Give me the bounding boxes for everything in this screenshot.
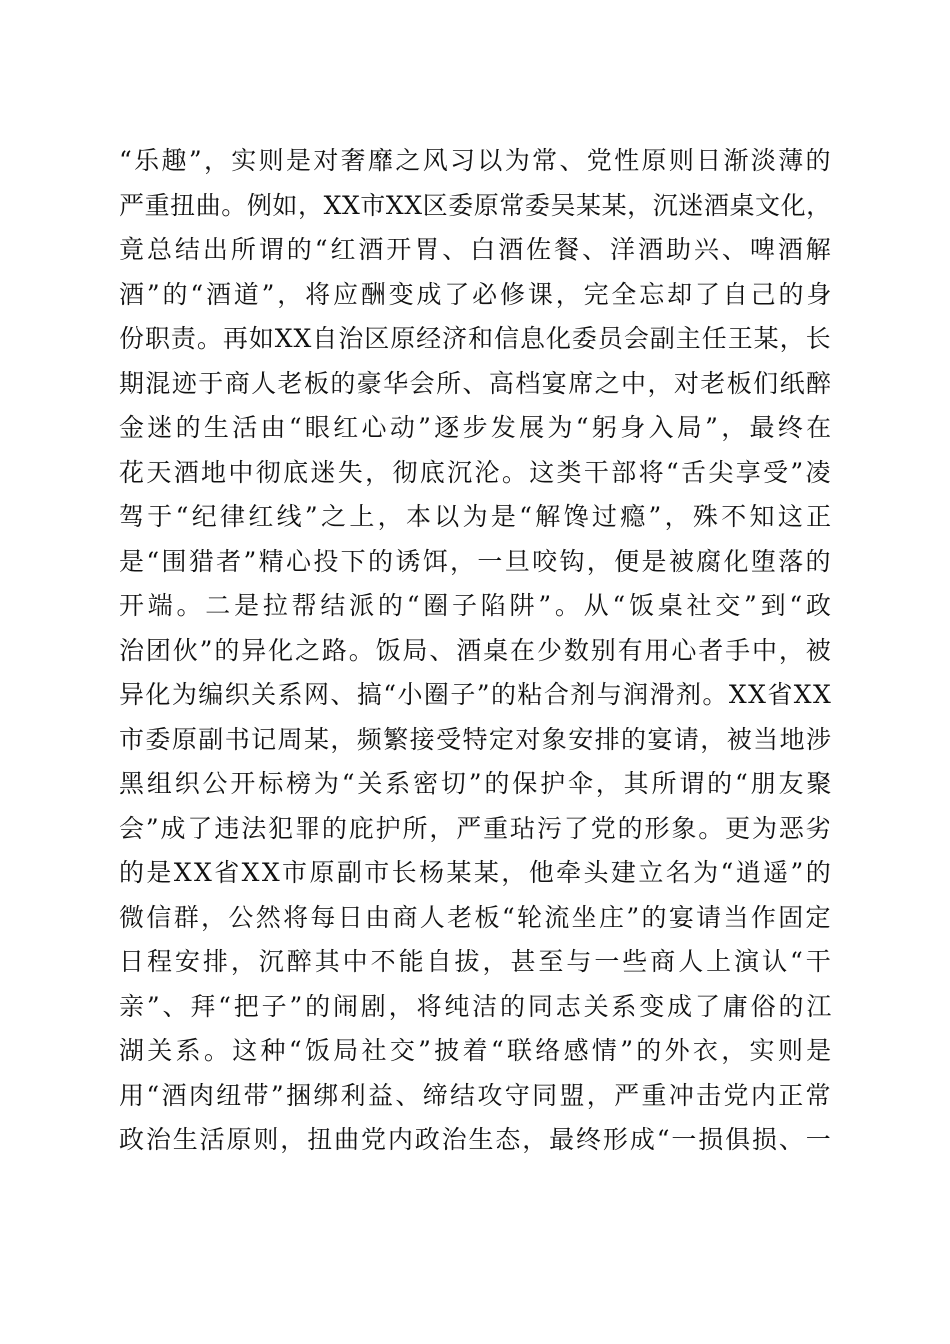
text-line: 湖关系。这种“饭局社交”披着“联络感情”的外衣，实则是 [119,1036,835,1065]
text-line: 会”成了违法犯罪的庇护所，严重玷污了党的形象。更为恶劣 [119,813,833,843]
text-line: 驾于“纪律红线”之上，本以为是“解馋过瘾”，殊不知这正 [119,502,835,531]
text-line: 开端。二是拉帮结派的“圈子陷阱”。从“饭桌社交”到“政 [119,591,835,620]
text-line: 异化为编织关系网、搞“小圈子”的粘合剂与润滑剂。XX省XX [119,680,833,709]
text-line: 市委原副书记周某，频繁接受特定对象安排的宴请，被当地涉 [119,724,833,754]
text-line: 微信群，公然将每日由商人老板“轮流坐庄”的宴请当作固定 [119,902,833,932]
text-line: 用“酒肉纽带”捆绑利益、缔结攻守同盟，严重冲击党内正常 [119,1080,833,1110]
text-line: 政治生活原则，扭曲党内政治生态，最终形成“一损俱损、一 [119,1125,833,1154]
text-line: 的是XX省XX市原副市长杨某某，他牵头建立名为“逍遥”的 [119,858,834,887]
text-line: 黑组织公开标榜为“关系密切”的保护伞，其所谓的“朋友聚 [119,769,835,798]
text-line: 亲”、拜“把子”的闹剧，将纯洁的同志关系变成了庸俗的江 [119,991,835,1021]
text-line: 治团伙”的异化之路。饭局、酒桌在少数别有用心者手中，被 [119,635,833,665]
text-line: 竟总结出所谓的“红酒开胃、白酒佐餐、洋酒助兴、啤酒解 [119,235,834,264]
text-line: 是“围猎者”精心投下的诱饵，一旦咬钩，便是被腐化堕落的 [119,546,833,576]
text-line: 期混迹于商人老板的豪华会所、高档宴席之中，对老板们纸醉 [119,368,833,398]
text-line: “乐趣”，实则是对奢靡之风习以为常、党性原则日渐淡薄的 [119,146,833,175]
text-line: 严重扭曲。例如，XX市XX区委原常委吴某某，沉迷酒桌文化， [119,190,832,220]
text-line: 金迷的生活由“眼红心动”逐步发展为“躬身入局”，最终在 [119,413,835,442]
body-paragraph [119,139,835,1163]
text-line: 日程安排，沉醉其中不能自拔，甚至与一些商人上演认“干 [119,947,834,976]
text-line: 酒”的“酒道”，将应酬变成了必修课，完全忘却了自己的身 [119,279,835,309]
text-line: 花天酒地中彻底迷失，彻底沉沦。这类干部将“舌尖享受”凌 [119,457,833,487]
text-line: 份职责。再如XX自治区原经济和信息化委员会副主任王某，长 [119,324,832,353]
